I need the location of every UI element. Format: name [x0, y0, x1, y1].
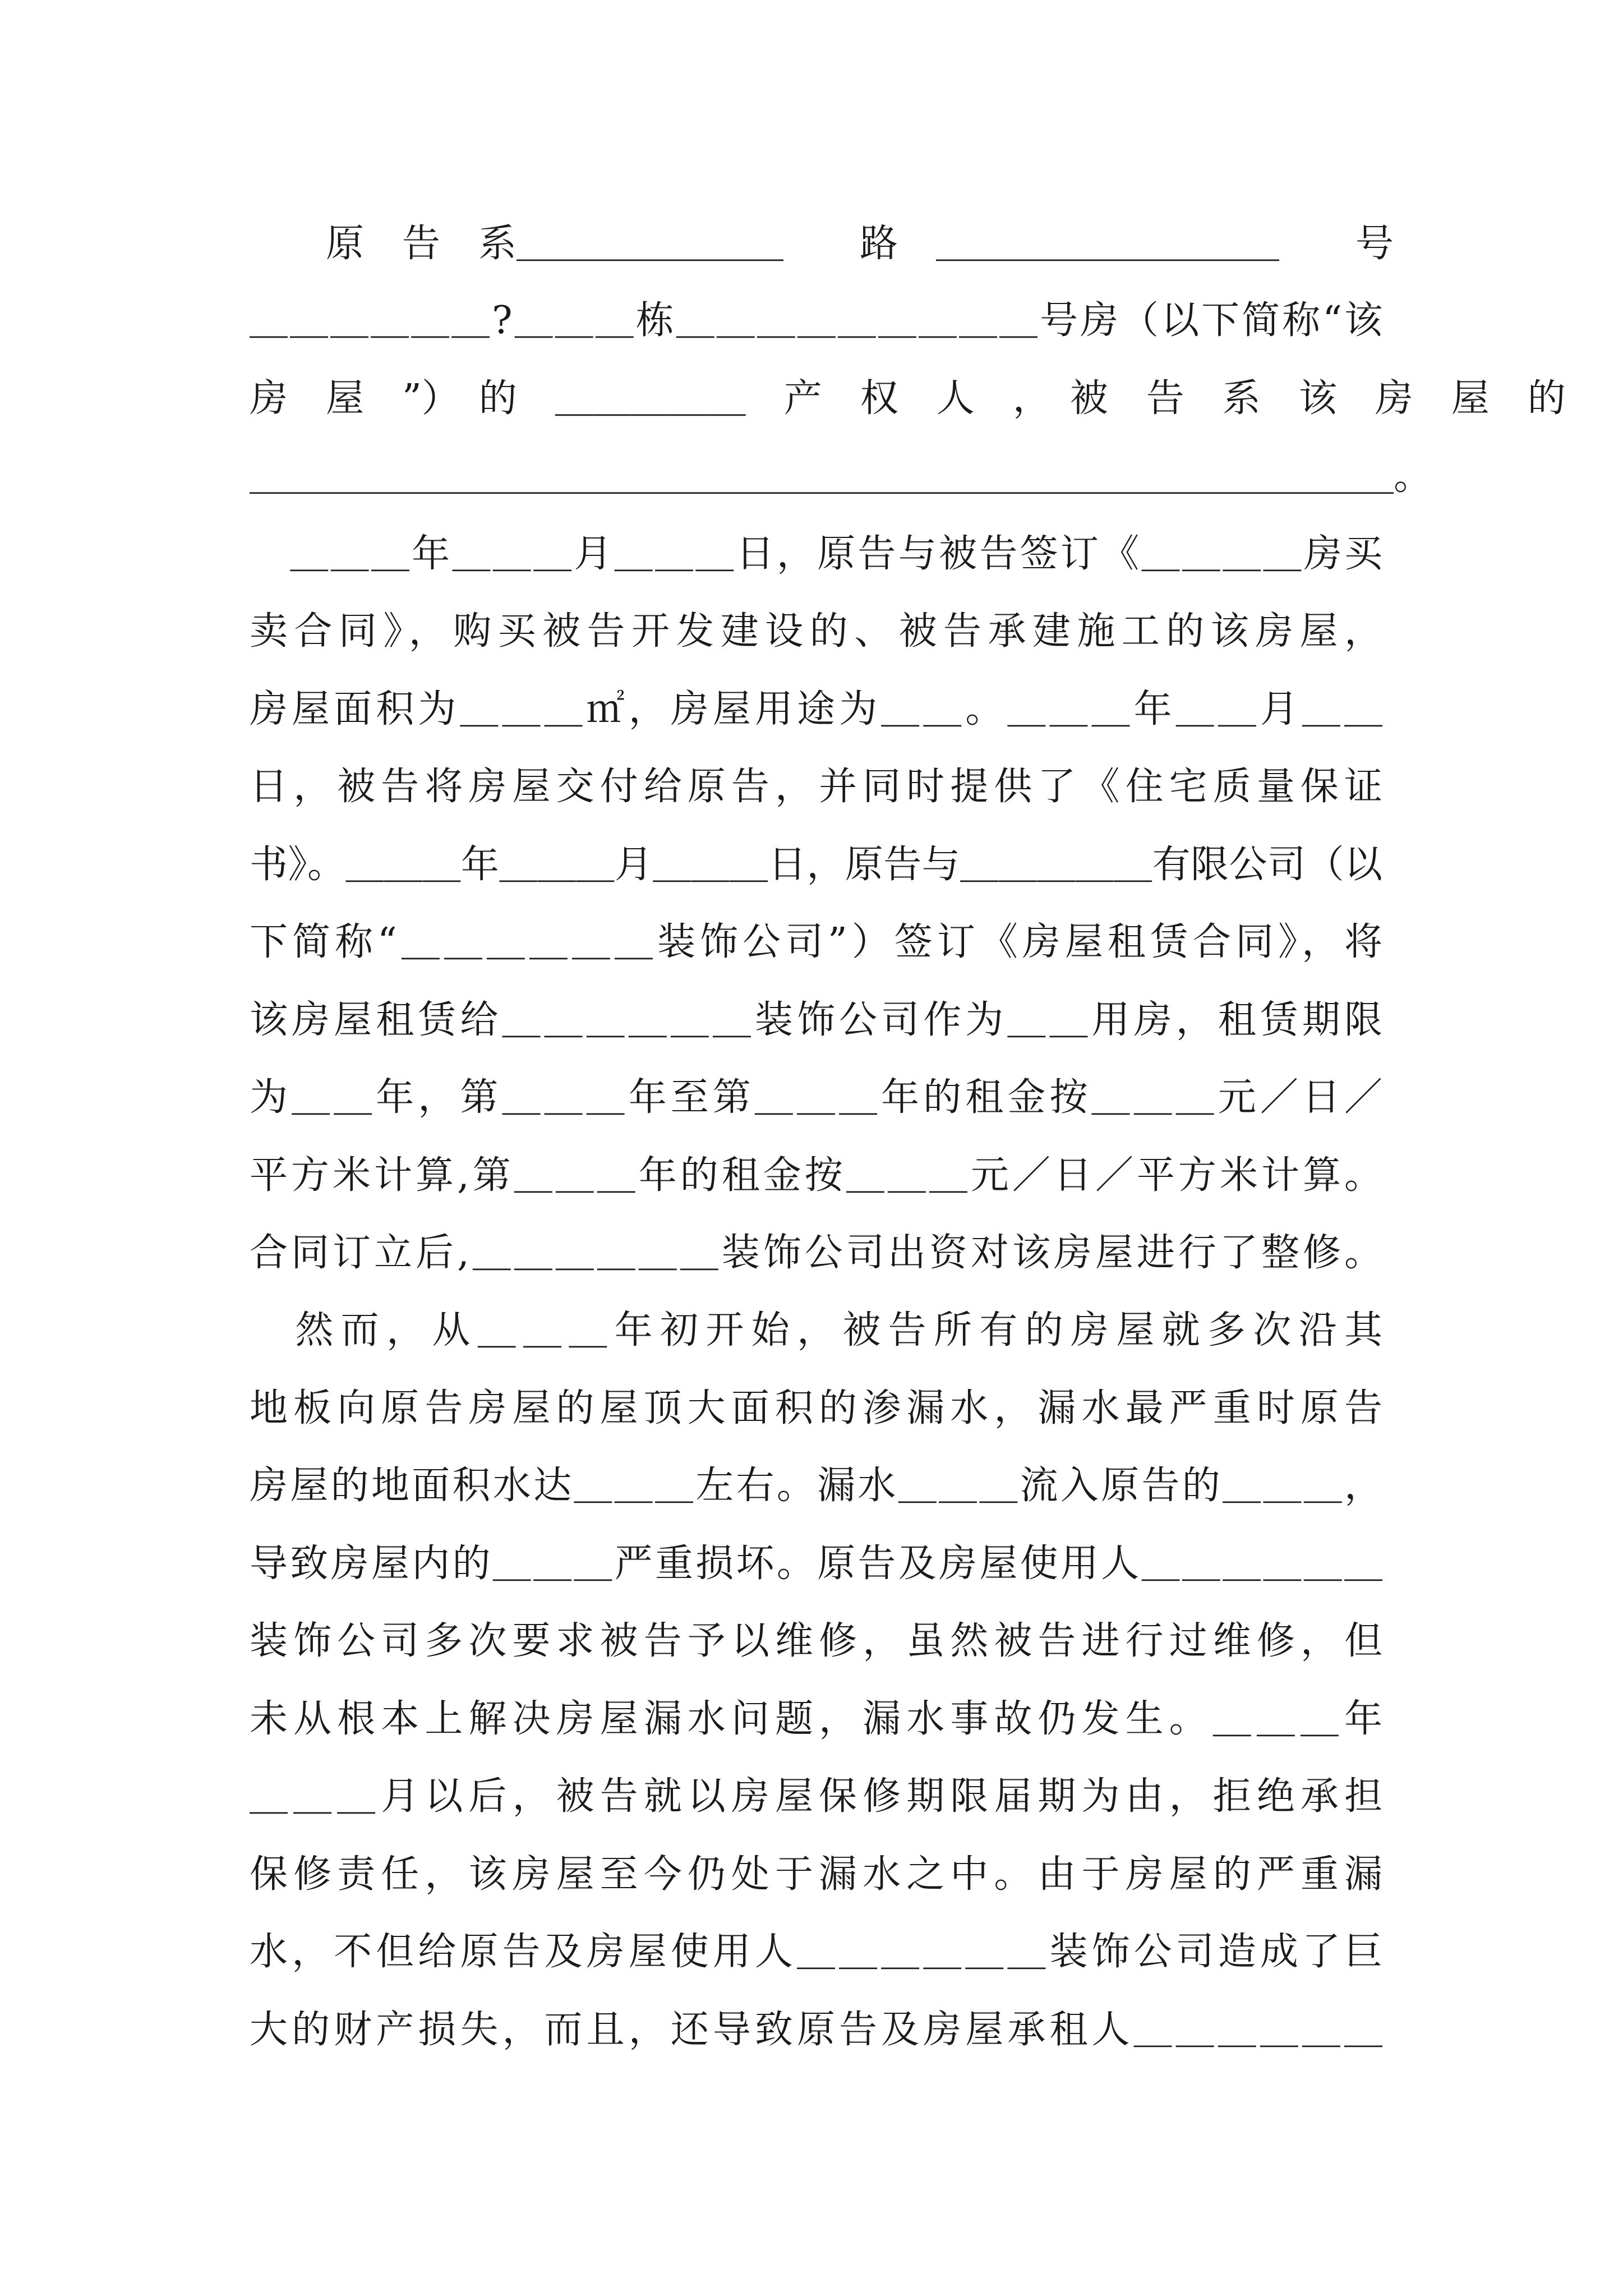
text-line: 导致房屋内的＿＿＿严重损坏。原告及房屋使用人＿＿＿＿＿＿ [250, 1542, 1382, 1586]
text-line: 原 告 系＿＿＿＿＿＿＿ 路 ＿＿＿＿＿＿＿＿＿ 号 [250, 222, 1394, 266]
text-line: 房屋面积为＿＿＿㎡，房屋用途为＿＿。＿＿＿年＿＿月＿＿ [250, 687, 1382, 731]
text-line: 卖合同》，购买被告开发建设的、被告承建施工的该房屋， [250, 609, 1382, 654]
text-line: 合同订立后,＿＿＿＿＿＿装饰公司出资对该房屋进行了整修。 [250, 1231, 1382, 1275]
text-line: 房 屋 ”） 的 ＿＿＿＿＿ 产 权 人 ， 被 告 系 该 房 屋 的 [250, 376, 1566, 421]
text-line: 书》。＿＿＿年＿＿＿月＿＿＿日，原告与＿＿＿＿＿有限公司（以 [250, 843, 1382, 887]
text-line: ＿＿＿＿＿＿?＿＿＿栋＿＿＿＿＿＿＿＿＿号房（以下简称“该 [250, 298, 1382, 343]
text-line: ＿＿＿＿＿＿＿＿＿＿＿＿＿＿＿＿＿＿＿＿＿＿＿＿＿＿＿＿＿＿。 [250, 454, 1432, 499]
text-line: 大的财产损失，而且，还导致原告及房屋承租人＿＿＿＿＿＿ [250, 2008, 1382, 2052]
text-line: 然而，从＿＿＿年初开始，被告所有的房屋就多次沿其 [250, 1308, 1382, 1352]
text-line: 装饰公司多次要求被告予以维修，虽然被告进行过维修，但 [250, 1619, 1382, 1663]
text-line: 下简称“＿＿＿＿＿＿装饰公司”）签订《房屋租赁合同》，将 [250, 920, 1382, 964]
text-line: ＿＿＿月以后，被告就以房屋保修期限届期为由，拒绝承担 [250, 1774, 1382, 1819]
text-line: 地板向原告房屋的屋顶大面积的渗漏水，漏水最严重时原告 [250, 1386, 1382, 1430]
text-line: 平方米计算,第＿＿＿年的租金按＿＿＿元／日／平方米计算。 [250, 1153, 1382, 1198]
text-line: 房屋的地面积水达＿＿＿左右。漏水＿＿＿流入原告的＿＿＿， [250, 1464, 1382, 1508]
text-line: 未从根本上解决房屋漏水问题，漏水事故仍发生。＿＿＿年 [250, 1697, 1382, 1741]
text-line: ＿＿＿年＿＿＿月＿＿＿日，原告与被告签订《＿＿＿＿房买 [250, 532, 1382, 576]
text-line: 为＿＿年，第＿＿＿年至第＿＿＿年的租金按＿＿＿元／日／ [250, 1075, 1382, 1120]
text-line: 该房屋租赁给＿＿＿＿＿＿装饰公司作为＿＿用房，租赁期限 [250, 998, 1382, 1042]
text-line: 日，被告将房屋交付给原告，并同时提供了《住宅质量保证 [250, 765, 1382, 809]
text-line: 水，不但给原告及房屋使用人＿＿＿＿＿＿装饰公司造成了巨 [250, 1930, 1382, 1974]
text-line: 保修责任，该房屋至今仍处于漏水之中。由于房屋的严重漏 [250, 1852, 1382, 1897]
